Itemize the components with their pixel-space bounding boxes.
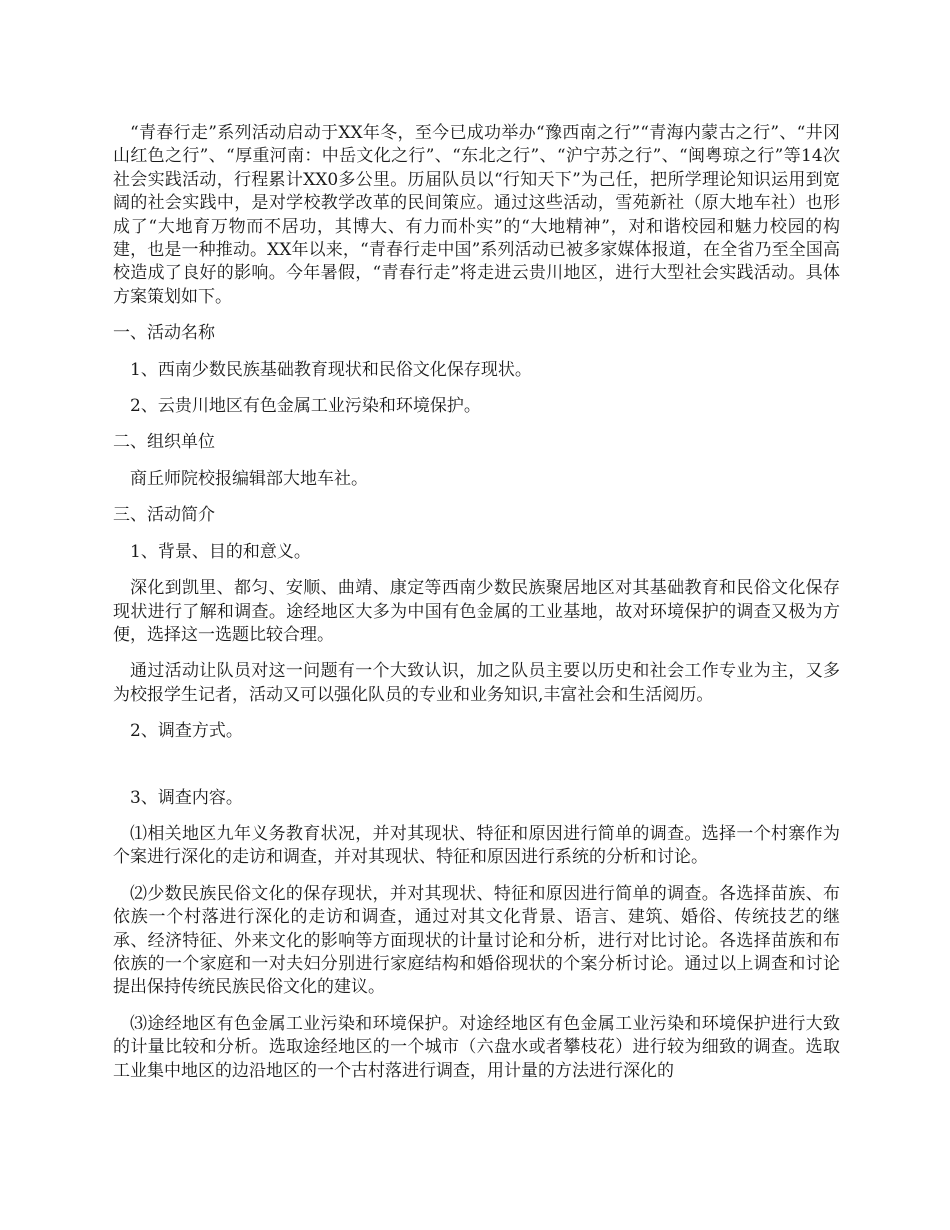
organizer-text: 商丘师院校报编辑部大地车社。	[130, 468, 368, 489]
activity-name-item-2: 2、云贵川地区有色金属工业污染和环境保护。	[130, 396, 481, 417]
activity-name-item-1: 1、西南少数民族基础教育现状和民俗文化保存现状。	[130, 359, 532, 380]
document-page	[113, 122, 840, 1083]
survey-content-item-2: ⑵少数民族民俗文化的保存现状，并对其现状、特征和原因进行简单的调查。各选择苗族、布依族一个村落进行深化的走访和调查，通过对其文化背景、语言、建筑、婚俗、传统技艺的继承、经济特征、外来文化的影响等方面现状的计量讨论和分析，进行对比讨论。各选择苗族和布依族的一个家庭和一对夫妇分别进行家庭结构和婚俗现状的个案分析讨论。通过以上调查和讨论提出保持传统民族民俗文化的建议。	[113, 883, 840, 998]
section-heading-activity-name: 一、活动名称	[113, 323, 215, 344]
survey-content-item-1: ⑴相关地区九年义务教育状况，并对其现状、特征和原因进行简单的调查。选择一个村寨作为个案进行深化的走访和调查，并对其现状、特征和原因进行系统的分析和讨论。	[113, 823, 840, 868]
intro-paragraph: “青春行走”系列活动启动于XX年冬，至今已成功举办“豫西南之行”“青海内蒙古之行”、“井冈山红色之行”、“厚重河南：中岳文化之行”、“东北之行”、“沪宁苏之行”、“闽粤琼之行”等14次社会实践活动，行程累计XX0多公里。历届队员以“行知天下”为己任，把所学理论知识运用到宽阔的社会实践中，是对学校教学改革的民间策应。通过这些活动，雪苑新社（原大地车社）也形成了“大地育万物而不居功，其博大、有力而朴实”的“大地精神”，对和谐校园和魅力校园的构建，也是一种推动。XX年以来，“青春行走中国”系列活动已被多家媒体报道，在全省乃至全国高校造成了良好的影响。今年暑假，“青春行走”将走进云贵川地区，进行大型社会实践活动。具体方案策划如下。	[113, 123, 840, 307]
subheading-background: 1、背景、目的和意义。	[130, 541, 311, 562]
section-heading-organizer: 二、组织单位	[113, 432, 215, 453]
section-heading-introduction: 三、活动简介	[113, 505, 215, 526]
subheading-survey-content: 3、调查内容。	[130, 787, 243, 808]
background-paragraph-1: 深化到凯里、都匀、安顺、曲靖、康定等西南少数民族聚居地区对其基础教育和民俗文化保存现状进行了解和调查。途经地区大多为中国有色金属的工业基地，故对环境保护的调查又极为方便，选择这一选题比较合理。	[113, 578, 840, 645]
survey-content-item-3: ⑶途经地区有色金属工业污染和环境保护。对途经地区有色金属工业污染和环境保护进行大致的计量比较和分析。选取途经地区的一个城市（六盘水或者攀枝花）进行较为细致的调查。选取工业集中地区的边沿地区的一个古村落进行调查，用计量的方法进行深化的	[113, 1013, 840, 1081]
background-paragraph-2: 通过活动让队员对这一问题有一个大致认识，加之队员主要以历史和社会工作专业为主，又多为校报学生记者，活动又可以强化队员的专业和业务知识,丰富社会和生活阅历。	[113, 661, 840, 705]
subheading-survey-method: 2、调查方式。	[130, 721, 243, 742]
